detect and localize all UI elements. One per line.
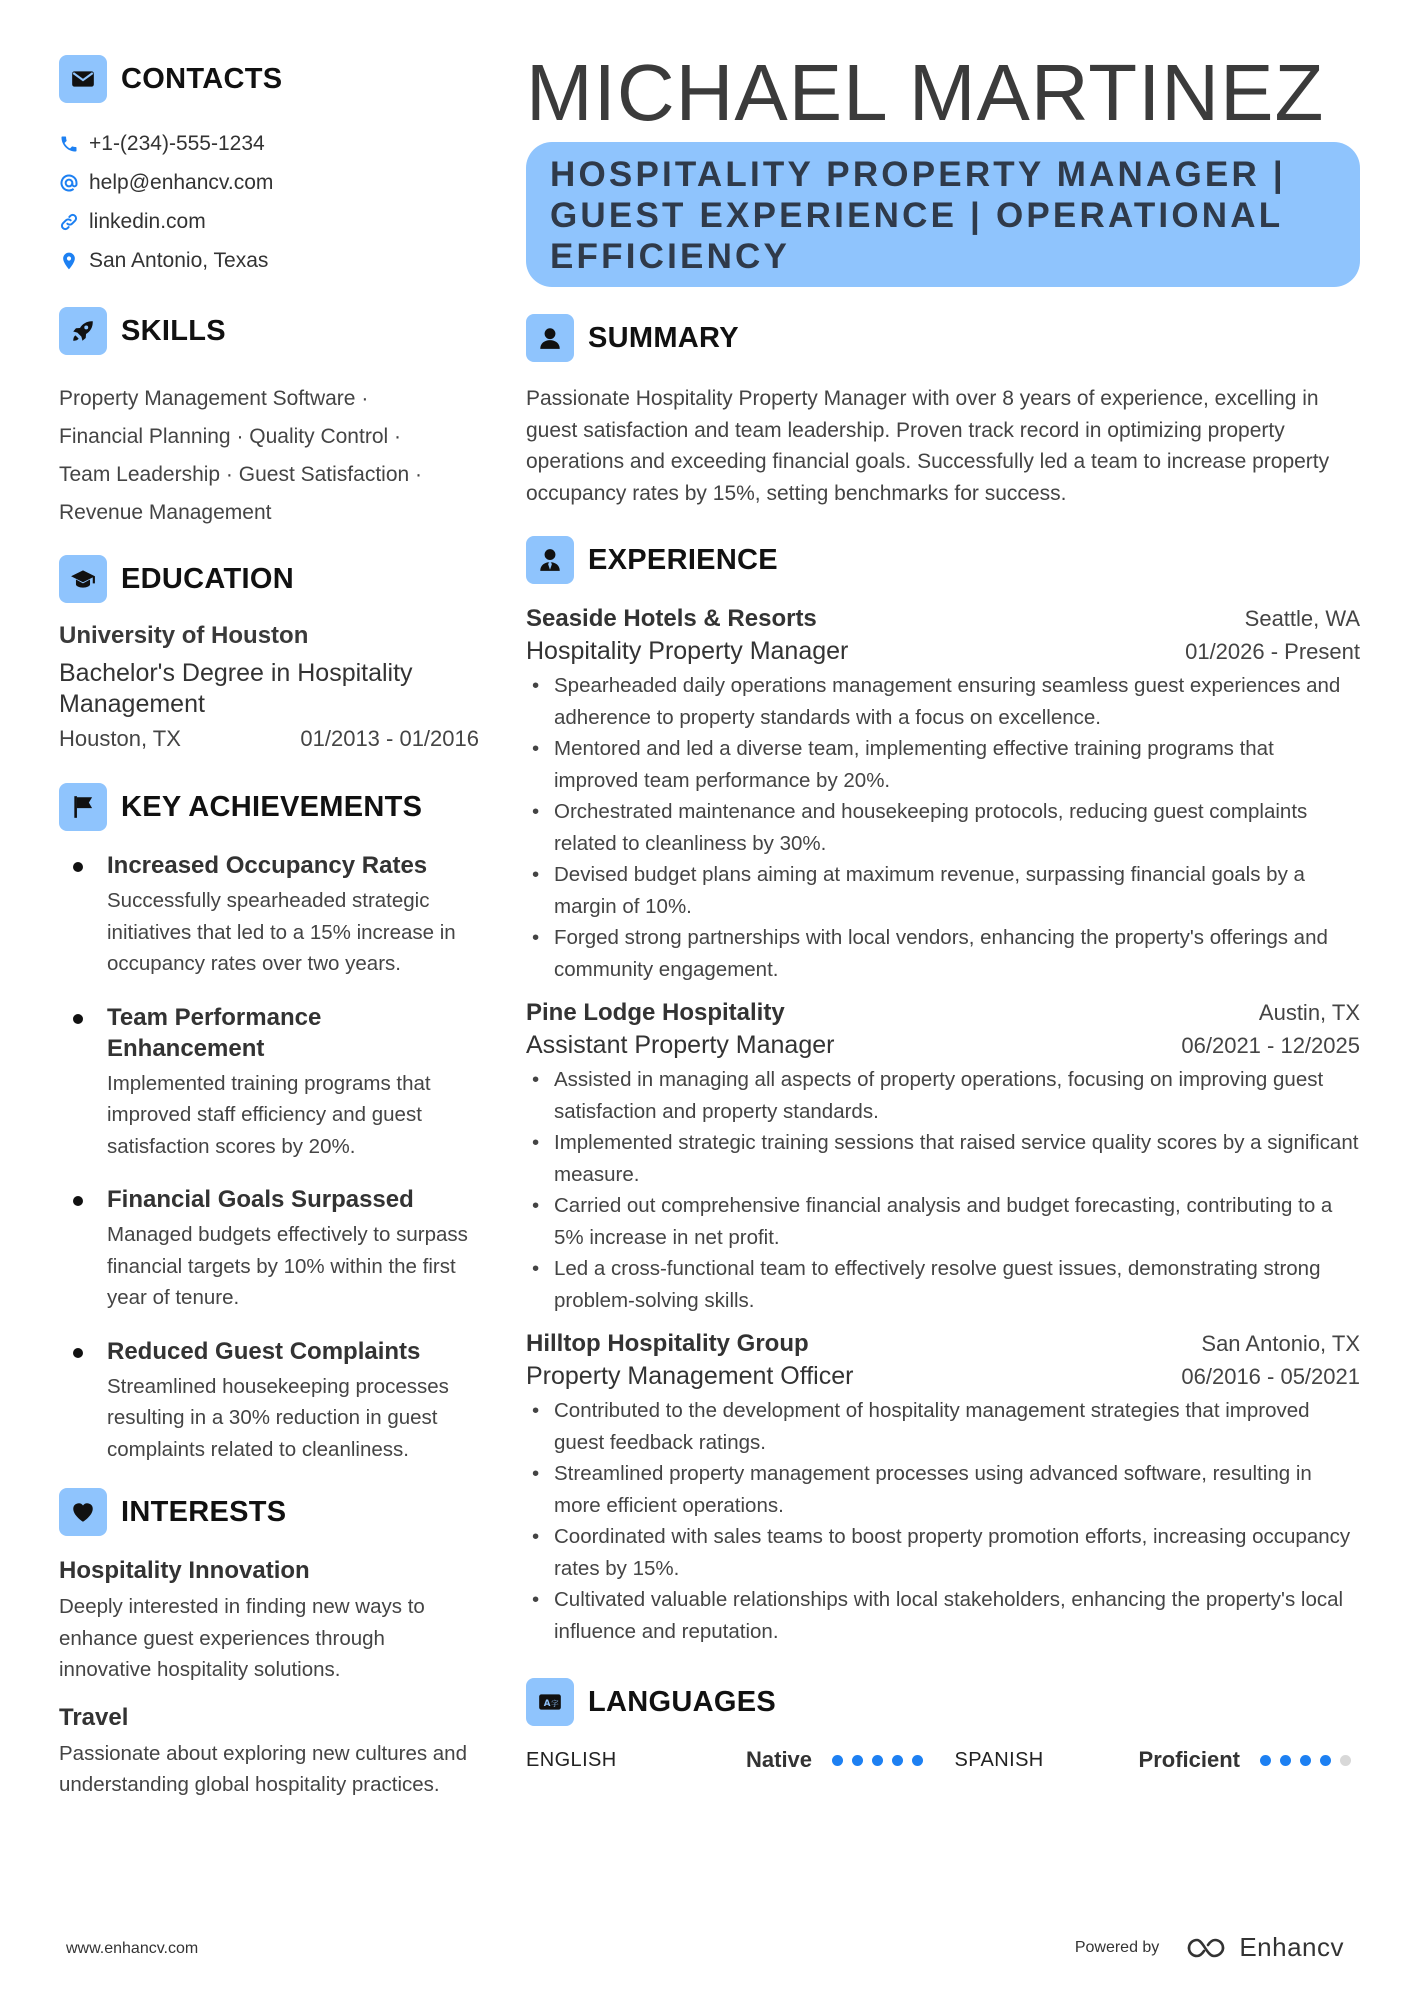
- job-entry: [526, 999, 1360, 1316]
- location-pin-icon: [59, 251, 89, 271]
- interests-section: [59, 1487, 479, 1801]
- rating-dot-filled: [892, 1755, 903, 1766]
- achievements-section: [59, 782, 479, 1465]
- experience-section: [526, 535, 1360, 1647]
- job-location: San Antonio, TX: [1201, 1331, 1360, 1356]
- summary-header: [526, 313, 1360, 363]
- job-header: [526, 605, 1360, 633]
- job-bullet: • Mentored and led a diverse team, implementing effective training programs that improved team performance by 20%.: [526, 733, 1360, 796]
- job-bullet: • Led a cross-functional team to effectively resolve guest issues, demonstrating strong problem-solving skills.: [526, 1253, 1360, 1316]
- skills-list: [59, 380, 479, 532]
- job-entry: [526, 1330, 1360, 1647]
- language-level: Native: [746, 1747, 813, 1772]
- contacts-title: CONTACTS: [121, 62, 283, 95]
- rating-dot-filled: [912, 1755, 923, 1766]
- job-dates: 06/2016 - 05/2021: [1181, 1364, 1360, 1389]
- at-icon: [59, 173, 89, 193]
- interest-title: Travel: [59, 1703, 129, 1731]
- rating-dot-filled: [852, 1755, 863, 1766]
- contact-location-text: San Antonio, Texas: [89, 248, 269, 272]
- education-title: EDUCATION: [121, 562, 294, 595]
- skills-section: [59, 306, 479, 532]
- job-bullet: • Streamlined property management processes using advanced software, resulting in more efficient operations.: [526, 1458, 1360, 1521]
- graduation-cap-icon: [59, 555, 107, 603]
- job-bullet: • Devised budget plans aiming at maximum revenue, surpassing financial goals by a margin of 10%.: [526, 859, 1360, 922]
- job-bullet: • Contributed to the development of hospitality management strategies that improved guest feedback ratings.: [526, 1395, 1360, 1458]
- job-subheader: [526, 1362, 1360, 1391]
- interest-desc: Deeply interested in finding new ways to enhance guest experiences through innovative hospitality solutions.: [59, 1595, 425, 1681]
- job-bullets: [526, 1395, 1360, 1647]
- job-bullet: • Orchestrated maintenance and housekeeping protocols, reducing guest complaints related to cleanliness by 30%.: [526, 796, 1360, 859]
- languages-section: [526, 1677, 1360, 1773]
- summary-section: [526, 313, 1360, 509]
- bullet-dot: [73, 1014, 83, 1024]
- achievement-title: Reduced Guest Complaints: [107, 1337, 421, 1365]
- education-section: [59, 554, 479, 752]
- experience-header: [526, 535, 1360, 585]
- achievement-desc: Managed budgets effectively to surpass financial targets by 10% within the first year of tenure.: [107, 1223, 468, 1309]
- job-header: [526, 999, 1360, 1027]
- language-name: SPANISH: [954, 1748, 1044, 1771]
- job-dates: 01/2026 - Present: [1185, 639, 1360, 664]
- achievement-item: [59, 1336, 479, 1466]
- contact-email: [59, 163, 479, 202]
- job-dates: 06/2021 - 12/2025: [1181, 1033, 1360, 1058]
- language-name: ENGLISH: [526, 1748, 617, 1771]
- job-bullets: [526, 670, 1360, 985]
- education-location: Houston, TX: [59, 726, 181, 751]
- language-item: [526, 1747, 955, 1773]
- rating-dot-empty: [1340, 1755, 1351, 1766]
- bullet-dot: [73, 1196, 83, 1206]
- headline-text: HOSPITALITY PROPERTY MANAGER | GUEST EXPERIENCE | OPERATIONAL EFFICIENCY: [550, 155, 1286, 276]
- job-header: [526, 1330, 1360, 1358]
- skills-line: Revenue Management: [59, 501, 272, 524]
- link-icon: [59, 212, 89, 232]
- summary-title: SUMMARY: [588, 321, 739, 354]
- powered-by-label: Powered by: [1074, 1938, 1160, 1956]
- rocket-icon: [59, 307, 107, 355]
- job-title: Property Management Officer: [526, 1362, 854, 1390]
- experience-title: EXPERIENCE: [588, 543, 778, 576]
- achievement-title: Financial Goals Surpassed: [107, 1186, 414, 1213]
- contacts-header: [59, 54, 479, 104]
- svg-text:A: A: [543, 1698, 551, 1709]
- rating-dot-filled: [1280, 1755, 1291, 1766]
- job-bullet: • Spearheaded daily operations management ensuring seamless guest experiences and adherence to property standards with a focus on excellence.: [526, 670, 1360, 733]
- job-subheader: [526, 1031, 1360, 1060]
- job-bullet: • Carried out comprehensive financial analysis and budget forecasting, contributing to a 5% increase in net profit.: [526, 1190, 1360, 1253]
- contact-email-text[interactable]: help@enhancv.com: [89, 170, 274, 194]
- rating-dot-filled: [1300, 1755, 1311, 1766]
- skills-line: Property Management Software ·: [59, 387, 369, 410]
- skills-line: Team Leadership · Guest Satisfaction ·: [59, 463, 423, 486]
- achievements-title: KEY ACHIEVEMENTS: [121, 790, 423, 823]
- achievement-item: [59, 850, 479, 980]
- contact-location: [59, 241, 479, 280]
- interest-desc: Passionate about exploring new cultures and understanding global hospitality practices.: [59, 1741, 467, 1796]
- headline-banner: [526, 142, 1360, 287]
- language-rating: [1260, 1755, 1360, 1766]
- job-title: Assistant Property Manager: [526, 1031, 835, 1059]
- left-column: [59, 54, 479, 1801]
- user-tie-icon: [526, 536, 574, 584]
- job-entry: [526, 605, 1360, 985]
- user-icon: [526, 314, 574, 362]
- languages-header: [526, 1677, 1360, 1727]
- interests-title: INTERESTS: [121, 1495, 287, 1528]
- achievement-desc: Streamlined housekeeping processes resulting in a 30% reduction in guest complaints related to cleanliness.: [107, 1374, 449, 1461]
- job-bullet: • Coordinated with sales teams to boost property promotion efforts, increasing occupancy rates by 15%.: [526, 1521, 1360, 1584]
- footer-website[interactable]: www.enhancv.com: [66, 1940, 199, 1957]
- education-meta: [59, 726, 479, 752]
- envelope-icon: [59, 55, 107, 103]
- job-location: Austin, TX: [1258, 1000, 1360, 1025]
- interest-title: Hospitality Innovation: [59, 1557, 310, 1584]
- interests-header: [59, 1487, 479, 1537]
- job-subheader: [526, 637, 1360, 666]
- language-rating: [832, 1755, 932, 1766]
- job-bullet: • Forged strong partnerships with local vendors, enhancing the property's offerings and community engagement.: [526, 922, 1360, 985]
- job-bullet: • Cultivated valuable relationships with local stakeholders, enhancing the property's local influence and reputation.: [526, 1584, 1360, 1647]
- heart-icon: [59, 1488, 107, 1536]
- contact-phone-text[interactable]: +1-(234)-555-1234: [89, 131, 265, 155]
- education-header: [59, 554, 479, 604]
- footer-brand: [1075, 1932, 1344, 1963]
- education-dates: 01/2013 - 01/2016: [300, 726, 479, 751]
- rating-dot-filled: [1320, 1755, 1331, 1766]
- rating-dot-filled: [1260, 1755, 1271, 1766]
- skills-title: SKILLS: [121, 314, 226, 347]
- contact-linkedin-text[interactable]: linkedin.com: [89, 209, 206, 233]
- rating-dot-filled: [832, 1755, 843, 1766]
- job-company: Seaside Hotels & Resorts: [526, 605, 817, 632]
- skills-line: Financial Planning · Quality Control ·: [59, 425, 401, 448]
- job-company: Pine Lodge Hospitality: [526, 999, 785, 1026]
- right-column: [526, 48, 1360, 1773]
- flag-icon: [59, 783, 107, 831]
- achievement-desc: Implemented training programs that improved staff efficiency and guest satisfaction scores by 20%.: [107, 1071, 431, 1158]
- contact-linkedin: [59, 202, 479, 241]
- language-level: Proficient: [1138, 1747, 1240, 1772]
- phone-icon: [59, 134, 89, 154]
- bullet-dot: [73, 1348, 83, 1358]
- languages-list: [526, 1747, 1360, 1773]
- enhancv-logo-icon: [1185, 1935, 1231, 1961]
- job-bullets: [526, 1064, 1360, 1316]
- achievement-item: [59, 1002, 479, 1163]
- job-bullet: • Implemented strategic training sessions that raised service quality scores by a significant measure.: [526, 1127, 1360, 1190]
- bullet-dot: [73, 862, 83, 872]
- candidate-name: MICHAEL MARTINEZ: [526, 48, 1325, 137]
- contact-list: [59, 124, 479, 280]
- achievements-list: [59, 850, 479, 1465]
- education-degree: Bachelor's Degree in Hospitality Management: [59, 659, 413, 718]
- contacts-section: [59, 54, 479, 280]
- skills-header: [59, 306, 479, 356]
- summary-text: Passionate Hospitality Property Manager with over 8 years of experience, excelling in guest satisfaction and team leadership. Proven track record in optimizing property operations and exceeding financial goals. Successfully led a team to increase property occupancy rates by 15%, setting benchmarks for success.: [526, 387, 1330, 505]
- job-title: Hospitality Property Manager: [526, 637, 849, 665]
- language-icon: [526, 1678, 574, 1726]
- language-item: [955, 1747, 1360, 1773]
- languages-title: LANGUAGES: [588, 1685, 776, 1718]
- job-bullet: • Assisted in managing all aspects of property operations, focusing on improving guest satisfaction and property standards.: [526, 1064, 1360, 1127]
- achievement-title: Team Performance Enhancement: [107, 1003, 322, 1062]
- brand-name: Enhancv: [1239, 1932, 1344, 1962]
- svg-text:字: 字: [551, 1698, 559, 1708]
- achievements-header: [59, 782, 479, 832]
- achievement-title: Increased Occupancy Rates: [107, 852, 428, 879]
- job-location: Seattle, WA: [1244, 606, 1360, 631]
- job-company: Hilltop Hospitality Group: [526, 1330, 809, 1357]
- achievement-desc: Successfully spearheaded strategic initiatives that led to a 15% increase in occupancy rates over two years.: [107, 889, 456, 975]
- enhancv-logo[interactable]: [1185, 1932, 1344, 1963]
- contact-phone: [59, 124, 479, 163]
- achievement-item: [59, 1184, 479, 1314]
- rating-dot-filled: [872, 1755, 883, 1766]
- education-school: University of Houston: [59, 622, 309, 649]
